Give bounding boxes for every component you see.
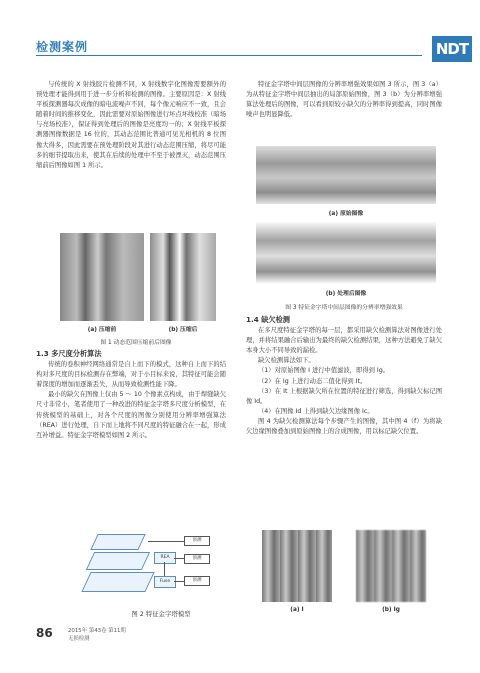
right-para-2: 在多尺度特征金字塔的每一层，都采用缺欠检测算法对图像进行处理，并将结果融合后输出为最终的缺欠检测结果，这种方法避免了缺欠本身大小不同导致的漏检。 (246, 327, 442, 355)
fig3-image-a (256, 146, 436, 204)
fuse-block: Fuse (154, 576, 176, 588)
right-column-2 (246, 313, 442, 437)
left-column-2 (36, 347, 226, 441)
fig2-caption: 图 2 特征金字塔模型 (131, 610, 191, 618)
pyramid-level-1 (90, 534, 145, 550)
page-number: 86 (36, 626, 53, 640)
journal-logo: NDT (432, 36, 472, 62)
arrow-4 (164, 562, 165, 576)
heading-1-3: 1.3 多尺度分析算法 (36, 349, 102, 358)
fig4-sub-a: (a) I (290, 607, 304, 613)
left-para-3: 最小的缺欠在图像上仅由 5 ～ 10 个像素点构成，由于焊缝缺欠尺寸非常小，笔者使用了一种改进的特征金字塔多尺度分析模型，在传统模型的基础上，对各个尺度的图像分别使用分辨率增强算法（REA）进行处理，自下而上地将不同尺度的特征融合在一起，形成互补增益。特征金字塔模型如图 2 所示。 (36, 391, 226, 439)
pyramid-level-2 (86, 552, 150, 570)
step-3: （3）在 It 上根据缺欠所在位置的特征进行筛选，得到缺欠标记图像 Id。 (246, 387, 442, 405)
fig4-sub-b: (b) Ig (382, 607, 400, 613)
journal-name: 无损检测 (68, 636, 90, 642)
rea-block: REA (154, 552, 176, 564)
fig3-sub-b: (b) 处理后图像 (325, 291, 367, 297)
left-para-1: 与传统的 X 射线胶片检测不同，X 射线数字化图像需要额外的预处理才能得到用于进一步分析和检测的图像。主要原因是：X 射线平板探测器每次成像的暗电流噪声不同，每个像元响应不一致，且会随着时间的推移变化，因此需要对原始图像进行坏点坏线校准（暗场与亮场校准），保证得到处理后的图像是亮度均一的；X 射线平板探测器图像数据是 16 位的，其动态范围比普通可见光相机的 8 位图像大得多，因此需要在预处理阶段对其进行动态范围压缩，将尽可能多的细节提取出来，使其在后续的处理中不至于被湮灭，动态范围压缩前后图像如图 1 所示。 (36, 81, 226, 169)
journal-info (68, 627, 126, 643)
predict-box-2: 预测 (184, 554, 210, 564)
section-title: 检测案例 (36, 40, 89, 54)
fig1-image-after (150, 233, 216, 321)
right-para-1: 特征金字塔中间层图像的分辨率增强效果如图 3 所示，图 3（a）为从特征金字塔中间层抽出的局部原始图像，图 3（b）为分辨率增强算法处理后的图像，可以看到原较小缺欠的分辨率得到提高，同时图像噪声也明显降低。 (246, 81, 442, 119)
left-para-2: 传统的卷积神经网络通常是自上而下的模式，这种自上而下的结构对多尺度的目标检测存在弊端，对于小目标来说，其特征可能会随着深度的增加而逐渐丢失，从而导致检测性能下降。 (36, 361, 226, 389)
predict-box-3: 预测 (184, 576, 210, 586)
predict-box-1: 预测 (184, 536, 210, 546)
step-4: （4）在图像 Id 上得到缺欠边缘图像 Ic。 (258, 407, 374, 415)
left-column (36, 80, 226, 171)
right-para-3: 缺欠检测算法如下。 (258, 357, 315, 365)
fig4-image-b (356, 530, 426, 602)
fig4-image-a (262, 530, 332, 602)
arrow-1 (148, 541, 184, 542)
arrow-2 (174, 558, 184, 559)
fig1-sub-a: (a) 压缩前 (87, 327, 117, 333)
step-2: （2）在 Ig 上进行动态二值化得到 It。 (258, 377, 367, 385)
journal-issue: 2015年 第43卷 第11期 (68, 628, 126, 634)
fig1-sub-b: (b) 压缩后 (168, 327, 198, 333)
header-rule (36, 55, 422, 56)
fig3-caption: 图 3 特征金字塔中间层图像的分辨率增强效果 (285, 305, 403, 311)
fig2-diagram (86, 532, 236, 604)
right-para-4: 图 4 为缺欠检测算法每个步骤产生的图像，其中图 4（f）为将缺欠边缘图像叠加到原始图像上的合成图像，用以标记缺欠位置。 (246, 417, 442, 436)
pyramid-level-3 (81, 572, 154, 592)
fig3-sub-a: (a) 原始图像 (328, 211, 364, 217)
arrow-3 (174, 581, 184, 582)
fig3-image-b (256, 222, 436, 284)
fig1-image-before (60, 233, 144, 321)
heading-1-4: 1.4 缺欠检测 (246, 315, 290, 324)
right-column (246, 80, 442, 120)
step-1: （1）对原始图像 I 进行中值滤波，即得到 Ig。 (258, 367, 390, 375)
fig1-caption: 图 1 动态范围压缩前后图像 (100, 340, 172, 346)
